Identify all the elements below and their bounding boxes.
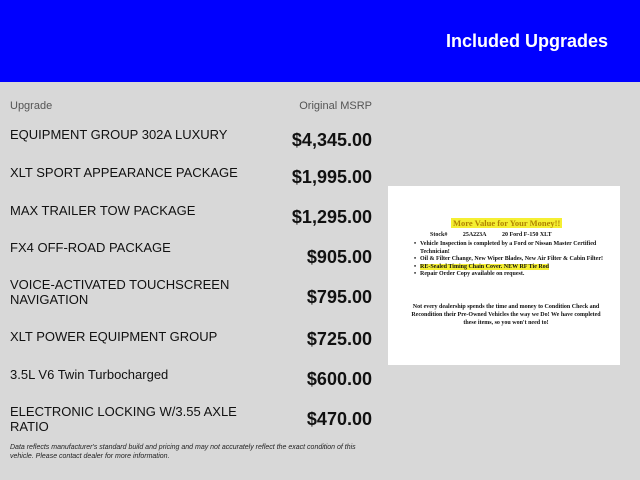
upgrade-name: XLT POWER EQUIPMENT GROUP [10,329,218,344]
flyer-stock-number: 25A223A [462,232,487,238]
flyer-list-item: • Vehicle Inspection is completed by a Ford or Nissan Master Certified Technician! [414,241,610,256]
flyer-vehicle: 20 Ford F-150 XLT [502,232,552,238]
upgrade-price: $795.00 [306,287,372,307]
flyer-stock-line [430,232,566,238]
upgrade-row [10,367,372,407]
upgrade-row [10,203,372,243]
flyer-list-item: • Repair Order Copy available on request. [414,271,610,279]
upgrade-name: MAX TRAILER TOW PACKAGE [10,203,196,218]
disclaimer-text: Data reflects manufacturer's standard build and pricing and may not accurately reflect the exact condition of this vehicle. Please contact dealer for more information. [10,444,356,460]
upgrade-price: $725.00 [306,329,372,349]
column-header-msrp: Original MSRP [299,100,372,112]
upgrade-row [10,165,372,205]
upgrade-price: $905.00 [306,247,372,267]
flyer-highlighted-text: RE-Sealed Timing Chain Cover. NEW RF Tie Rod [420,263,550,270]
column-header-upgrade: Upgrade [10,100,53,112]
upgrade-row [10,240,372,280]
upgrade-name: EQUIPMENT GROUP 302A LUXURY [10,127,228,142]
upgrade-row [10,404,372,444]
upgrade-price: $1,295.00 [291,207,372,227]
page-title: Included Upgrades [445,31,608,51]
upgrade-price: $1,995.00 [291,167,372,187]
upgrade-name: VOICE-ACTIVATED TOUCHSCREEN NAVIGATION [10,277,230,307]
upgrade-price: $600.00 [306,369,372,389]
header-banner [0,0,640,82]
flyer-title: More Value for Your Money!! [453,218,561,228]
upgrade-row [10,277,372,317]
upgrade-row [10,329,372,369]
upgrade-name: FX4 OFF-ROAD PACKAGE [10,240,171,255]
flyer-footer: Not every dealership spends the time and money to Condition Check and Recondition their Pre-Owned Vehicles the way we Do! We have completed these items, so you won't need to! [411,304,601,326]
upgrade-name: ELECTRONIC LOCKING W/3.55 AXLE RATIO [10,404,237,434]
upgrade-price: $4,345.00 [291,130,372,150]
upgrade-name: XLT SPORT APPEARANCE PACKAGE [10,165,238,180]
flyer-list-item: • Oil & Filter Change, New Wiper Blades, New Air Filter & Cabin Filter! [414,256,610,264]
upgrade-name: 3.5L V6 Twin Turbocharged [10,367,169,382]
flyer-stock-label: Stock# [430,232,448,238]
flyer-list [414,241,610,279]
upgrade-row [10,127,372,167]
upgrade-price: $470.00 [306,409,372,429]
value-flyer-image [388,186,620,365]
flyer-list-item [414,264,610,272]
